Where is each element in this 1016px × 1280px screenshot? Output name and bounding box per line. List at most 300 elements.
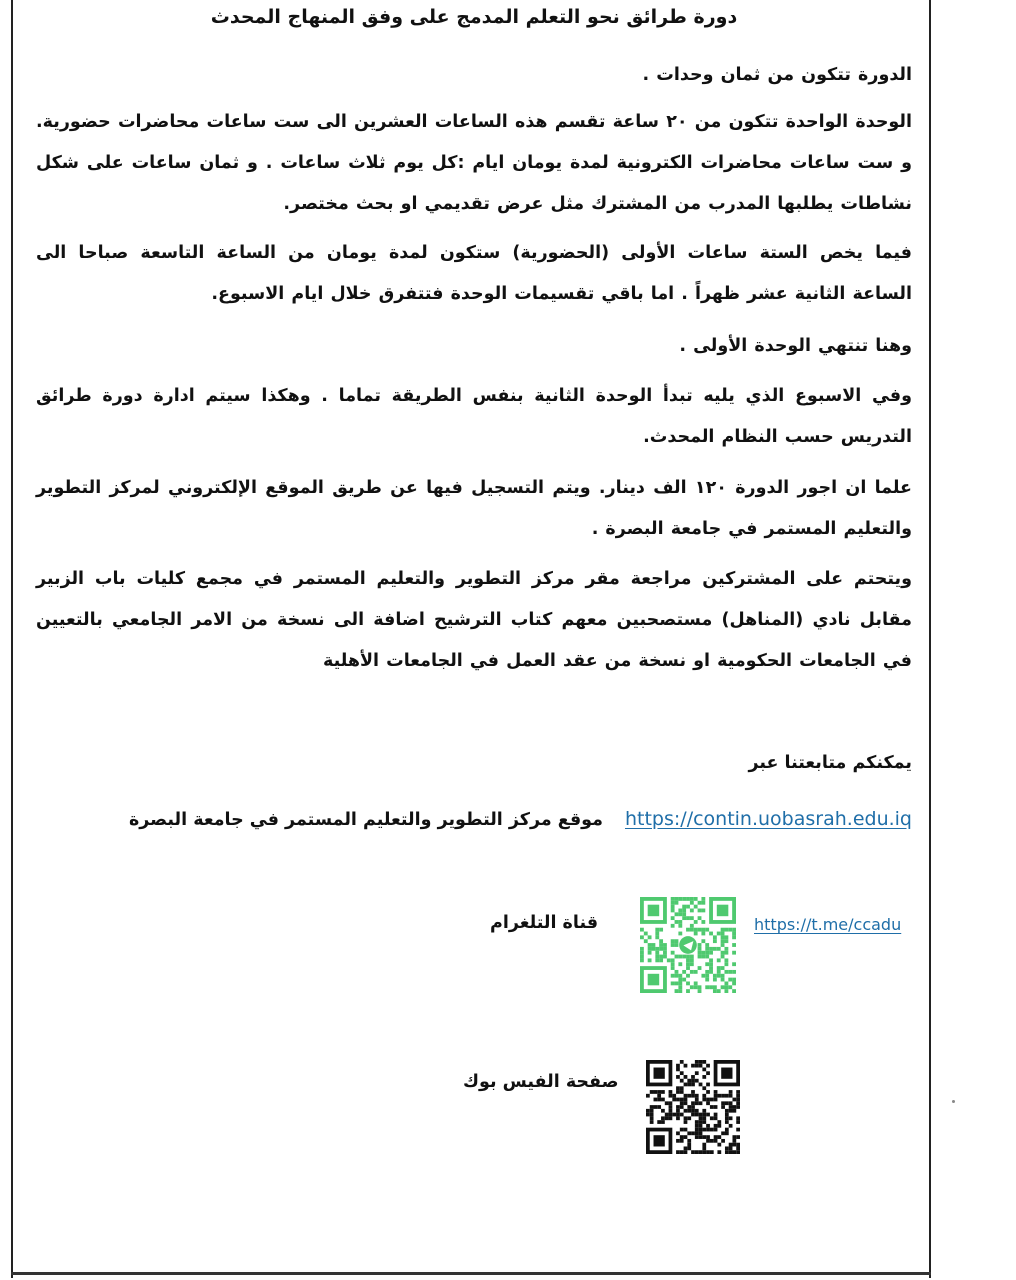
qr-module: [675, 897, 679, 901]
qr-module: [650, 1090, 654, 1094]
qr-module: [680, 1101, 684, 1105]
qr-module: [705, 962, 709, 966]
qr-module: [729, 1109, 733, 1113]
qr-module: [678, 924, 682, 928]
qr-module: [690, 985, 694, 989]
qr-module: [732, 981, 736, 985]
qr-module: [706, 1071, 710, 1075]
qr-module: [684, 1064, 688, 1068]
qr-module: [695, 1120, 699, 1124]
qr-module: [691, 1083, 695, 1087]
qr-module: [705, 951, 709, 955]
qr-finder-inner: [654, 1068, 665, 1079]
paragraph-fees: علما ان اجور الدورة ١٢٠ الف دينار. ويتم التسجيل فيها عن طريق الموقع الإلكتروني لمركز التطوير والتعليم المستمر في جامعة البصرة .: [36, 478, 912, 539]
qr-module: [729, 1150, 733, 1154]
qr-module: [650, 1120, 654, 1124]
qr-module: [732, 932, 736, 936]
qr-module: [714, 1090, 718, 1094]
qr-module: [732, 1150, 736, 1154]
qr-module: [648, 943, 652, 947]
qr-module: [675, 920, 679, 924]
qr-module: [732, 1098, 736, 1102]
qr-module: [687, 1143, 691, 1147]
qr-module: [721, 978, 725, 982]
qr-module: [710, 1098, 714, 1102]
qr-module: [701, 897, 705, 901]
qr-module: [699, 1060, 703, 1064]
qr-module: [655, 935, 659, 939]
qr-module: [714, 1139, 718, 1143]
qr-module: [709, 985, 713, 989]
qr-module: [680, 1135, 684, 1139]
qr-module: [706, 1139, 710, 1143]
qr-module: [721, 935, 725, 939]
qr-module: [717, 947, 721, 951]
document-title: دورة طرائق نحو التعلم المدمج على وفق المنهاج المحدث: [210, 6, 738, 28]
qr-module: [687, 1094, 691, 1098]
qr-module: [699, 1101, 703, 1105]
qr-module: [686, 955, 690, 959]
qr-module: [695, 1128, 699, 1132]
qr-module: [699, 1083, 703, 1087]
qr-module: [650, 1116, 654, 1120]
qr-module: [698, 916, 702, 920]
qr-module: [665, 1116, 669, 1120]
qr-module: [695, 1101, 699, 1105]
qr-module: [698, 966, 702, 970]
qr-module: [701, 901, 705, 905]
qr-module: [701, 932, 705, 936]
qr-module: [682, 912, 686, 916]
qr-module: [714, 1124, 718, 1128]
qr-module: [721, 928, 725, 932]
qr-module: [640, 958, 644, 962]
qr-module: [732, 935, 736, 939]
qr-module: [699, 1113, 703, 1117]
qr-module: [701, 909, 705, 913]
qr-module: [648, 935, 652, 939]
qr-module: [721, 966, 725, 970]
website-row: [129, 805, 912, 833]
qr-module: [671, 924, 675, 928]
qr-module: [729, 1116, 733, 1120]
qr-module: [713, 985, 717, 989]
qr-module: [699, 1150, 703, 1154]
qr-module: [678, 909, 682, 913]
qr-module: [676, 1116, 680, 1120]
qr-module: [684, 1135, 688, 1139]
qr-module: [680, 1150, 684, 1154]
qr-module: [698, 901, 702, 905]
qr-module: [736, 1090, 740, 1094]
qr-module: [675, 912, 679, 916]
qr-module: [725, 1120, 729, 1124]
qr-module: [724, 958, 728, 962]
qr-module: [690, 916, 694, 920]
qr-module: [717, 1120, 721, 1124]
qr-module: [671, 958, 675, 962]
qr-module: [698, 928, 702, 932]
qr-module: [663, 951, 667, 955]
qr-module: [695, 1094, 699, 1098]
qr-module: [701, 928, 705, 932]
qr-module: [725, 1101, 729, 1105]
qr-module: [717, 1094, 721, 1098]
qr-module: [646, 1094, 650, 1098]
qr-module: [687, 1083, 691, 1087]
facebook-qr-code: [646, 1060, 740, 1154]
qr-module: [655, 928, 659, 932]
qr-module: [667, 958, 671, 962]
qr-module: [724, 935, 728, 939]
qr-module: [671, 974, 675, 978]
qr-module: [714, 1116, 718, 1120]
qr-module: [701, 920, 705, 924]
qr-module: [705, 943, 709, 947]
qr-module: [680, 1071, 684, 1075]
qr-module: [682, 955, 686, 959]
qr-module: [684, 1075, 688, 1079]
qr-module: [686, 962, 690, 966]
qr-module: [702, 1128, 706, 1132]
qr-module: [717, 970, 721, 974]
qr-module: [678, 912, 682, 916]
qr-module: [732, 989, 736, 993]
qr-module: [702, 1135, 706, 1139]
qr-module: [732, 1139, 736, 1143]
qr-module: [678, 989, 682, 993]
qr-module: [690, 924, 694, 928]
qr-module: [676, 1150, 680, 1154]
qr-module: [702, 1060, 706, 1064]
qr-module: [732, 962, 736, 966]
qr-module: [657, 1098, 661, 1102]
qr-module: [675, 970, 679, 974]
qr-module: [676, 1109, 680, 1113]
qr-module: [732, 1105, 736, 1109]
qr-module: [706, 1083, 710, 1087]
qr-module: [710, 1128, 714, 1132]
qr-module: [732, 1135, 736, 1139]
qr-module: [671, 909, 675, 913]
qr-module: [724, 970, 728, 974]
qr-module: [669, 1101, 673, 1105]
qr-module: [686, 897, 690, 901]
website-link[interactable]: https://contin.uobasrah.edu.iq: [624, 808, 912, 830]
qr-module: [669, 1094, 673, 1098]
qr-module: [684, 1109, 688, 1113]
qr-module: [736, 1094, 740, 1098]
qr-module: [702, 1086, 706, 1090]
qr-module: [680, 1128, 684, 1132]
qr-module: [678, 981, 682, 985]
qr-module: [671, 981, 675, 985]
qr-module: [684, 1098, 688, 1102]
qr-module: [736, 1098, 740, 1102]
qr-module: [714, 1105, 718, 1109]
qr-module: [661, 1109, 665, 1113]
qr-module: [702, 1109, 706, 1113]
qr-module: [721, 985, 725, 989]
qr-module: [702, 1113, 706, 1117]
qr-module: [680, 1086, 684, 1090]
paragraph-unit-end: وهنا تنتهي الوحدة الأولى .: [679, 336, 912, 356]
qr-module: [691, 1094, 695, 1098]
qr-module: [721, 1105, 725, 1109]
qr-module: [702, 1120, 706, 1124]
qr-module: [701, 939, 705, 943]
qr-module: [690, 955, 694, 959]
qr-module: [654, 1105, 658, 1109]
qr-module: [648, 947, 652, 951]
qr-module: [680, 1105, 684, 1109]
qr-module: [717, 932, 721, 936]
qr-module: [713, 939, 717, 943]
qr-module: [729, 1143, 733, 1147]
qr-module: [725, 1109, 729, 1113]
qr-module: [698, 909, 702, 913]
telegram-label: قناة التلغرام: [490, 913, 599, 933]
qr-module: [702, 1146, 706, 1150]
qr-module: [714, 1113, 718, 1117]
qr-module: [672, 1098, 676, 1102]
qr-module: [678, 920, 682, 924]
qr-module: [694, 985, 698, 989]
qr-module: [695, 1113, 699, 1117]
qr-module: [721, 932, 725, 936]
qr-module: [729, 1101, 733, 1105]
page-border-left: [11, 0, 13, 1278]
qr-module: [695, 1060, 699, 1064]
qr-module: [661, 1120, 665, 1124]
qr-module: [671, 943, 675, 947]
telegram-link[interactable]: https://t.me/ccadu: [754, 915, 902, 934]
qr-module: [678, 978, 682, 982]
qr-module: [732, 978, 736, 982]
qr-module: [672, 1113, 676, 1117]
qr-module: [661, 1090, 665, 1094]
qr-module: [732, 943, 736, 947]
qr-module: [736, 1116, 740, 1120]
qr-module: [709, 962, 713, 966]
qr-module: [728, 978, 732, 982]
qr-module: [661, 1116, 665, 1120]
qr-module: [663, 955, 667, 959]
qr-module: [671, 951, 675, 955]
qr-module: [686, 989, 690, 993]
qr-module: [646, 1113, 650, 1117]
qr-module: [706, 1150, 710, 1154]
qr-module: [640, 947, 644, 951]
qr-module: [705, 970, 709, 974]
qr-module: [687, 1146, 691, 1150]
qr-module: [680, 1079, 684, 1083]
qr-module: [655, 955, 659, 959]
qr-module: [650, 1109, 654, 1113]
qr-module: [709, 951, 713, 955]
qr-module: [694, 928, 698, 932]
qr-module: [659, 947, 663, 951]
qr-module: [721, 974, 725, 978]
qr-module: [701, 974, 705, 978]
qr-module: [725, 1116, 729, 1120]
qr-module: [721, 955, 725, 959]
qr-module: [705, 955, 709, 959]
qr-module: [682, 916, 686, 920]
qr-module: [659, 958, 663, 962]
qr-module: [675, 955, 679, 959]
qr-module: [665, 1113, 669, 1117]
qr-finder-inner: [721, 1068, 732, 1079]
qr-module: [686, 974, 690, 978]
qr-module: [724, 981, 728, 985]
qr-module: [736, 1143, 740, 1147]
paragraph-requirements: ويتحتم على المشتركين مراجعة مقر مركز التطوير والتعليم المستمر في مجمع كليات باب الزبير مقابل نادي (المناهل) مستصحبين معهم كتاب الترشيح اضافة الى نسخة من الامر الجامعي بالتعيين في الجامعات الحكومية او نسخة من عقد العمل في الجامعات الأهلية: [36, 569, 912, 671]
qr-module: [678, 955, 682, 959]
qr-module: [682, 897, 686, 901]
qr-module: [724, 947, 728, 951]
qr-module: [686, 905, 690, 909]
qr-finder-inner: [648, 974, 660, 986]
qr-module: [671, 905, 675, 909]
qr-module: [676, 1086, 680, 1090]
qr-module: [694, 905, 698, 909]
qr-module: [654, 1090, 658, 1094]
qr-module: [671, 916, 675, 920]
qr-module: [676, 1068, 680, 1072]
qr-module: [695, 1064, 699, 1068]
qr-module: [732, 1109, 736, 1113]
telegram-qr-code: [640, 897, 736, 993]
qr-module: [729, 1105, 733, 1109]
qr-module: [691, 1101, 695, 1105]
qr-module: [736, 1146, 740, 1150]
qr-module: [702, 1116, 706, 1120]
qr-module: [713, 935, 717, 939]
qr-module: [690, 909, 694, 913]
qr-module: [699, 1135, 703, 1139]
qr-module: [724, 985, 728, 989]
qr-module: [640, 951, 644, 955]
qr-module: [657, 1120, 661, 1124]
qr-module: [714, 1094, 718, 1098]
qr-module: [702, 1075, 706, 1079]
qr-module: [676, 1075, 680, 1079]
qr-module: [650, 1113, 654, 1117]
qr-module: [695, 1150, 699, 1154]
qr-module: [680, 1090, 684, 1094]
qr-module: [650, 1105, 654, 1109]
paragraph-next-unit: وفي الاسبوع الذي يليه تبدأ الوحدة الثانية بنفس الطريقة تماما . وهكذا سيتم ادارة دورة طرائق التدريس حسب النظام المحدث.: [36, 386, 912, 447]
qr-module: [655, 951, 659, 955]
qr-module: [699, 1131, 703, 1135]
scan-speck: [952, 1100, 955, 1103]
qr-module: [695, 1124, 699, 1128]
qr-module: [690, 962, 694, 966]
qr-module: [699, 1116, 703, 1120]
qr-module: [714, 1128, 718, 1132]
qr-module: [695, 1109, 699, 1113]
qr-module: [706, 1113, 710, 1117]
qr-module: [706, 1124, 710, 1128]
qr-module: [682, 970, 686, 974]
qr-module: [729, 1124, 733, 1128]
qr-module: [680, 1060, 684, 1064]
qr-module: [676, 1098, 680, 1102]
qr-module: [675, 901, 679, 905]
qr-module: [687, 1105, 691, 1109]
qr-module: [687, 1079, 691, 1083]
qr-module: [684, 1150, 688, 1154]
qr-module: [694, 981, 698, 985]
qr-module: [725, 1128, 729, 1132]
qr-module: [729, 1094, 733, 1098]
qr-module: [654, 1098, 658, 1102]
qr-module: [687, 1139, 691, 1143]
qr-module: [684, 1101, 688, 1105]
qr-module: [721, 1139, 725, 1143]
qr-module: [725, 1131, 729, 1135]
qr-module: [640, 955, 644, 959]
qr-module: [691, 1105, 695, 1109]
qr-module: [686, 958, 690, 962]
qr-module: [691, 1109, 695, 1113]
qr-module: [659, 955, 663, 959]
qr-module: [676, 1064, 680, 1068]
qr-module: [710, 1116, 714, 1120]
qr-module: [676, 1139, 680, 1143]
qr-module: [702, 1094, 706, 1098]
qr-module: [659, 939, 663, 943]
qr-module: [724, 951, 728, 955]
qr-module: [701, 951, 705, 955]
qr-module: [728, 970, 732, 974]
qr-module: [698, 947, 702, 951]
qr-module: [675, 974, 679, 978]
qr-module: [691, 1150, 695, 1154]
qr-module: [695, 1098, 699, 1102]
qr-module: [724, 928, 728, 932]
qr-module: [705, 985, 709, 989]
qr-module: [676, 1090, 680, 1094]
qr-module: [725, 1094, 729, 1098]
qr-module: [706, 1090, 710, 1094]
qr-module: [669, 1090, 673, 1094]
qr-module: [657, 1105, 661, 1109]
qr-module: [736, 1150, 740, 1154]
qr-module: [690, 897, 694, 901]
qr-module: [702, 1068, 706, 1072]
qr-module: [684, 1128, 688, 1132]
qr-module: [698, 951, 702, 955]
follow-us-text: يمكنكم متابعتنا عبر: [748, 753, 912, 773]
qr-module: [644, 932, 648, 936]
qr-module: [698, 989, 702, 993]
qr-module: [695, 1131, 699, 1135]
qr-finder-inner: [654, 1135, 665, 1146]
qr-module: [709, 932, 713, 936]
qr-module: [682, 905, 686, 909]
website-label: موقع مركز التطوير والتعليم المستمر في جامعة البصرة: [128, 810, 603, 830]
qr-module: [684, 1120, 688, 1124]
qr-module: [652, 947, 656, 951]
paragraph-units: الدورة تتكون من ثمان وحدات .: [642, 65, 912, 85]
qr-module: [655, 932, 659, 936]
qr-module: [659, 928, 663, 932]
qr-module: [713, 989, 717, 993]
qr-module: [710, 1139, 714, 1143]
qr-module: [702, 1143, 706, 1147]
